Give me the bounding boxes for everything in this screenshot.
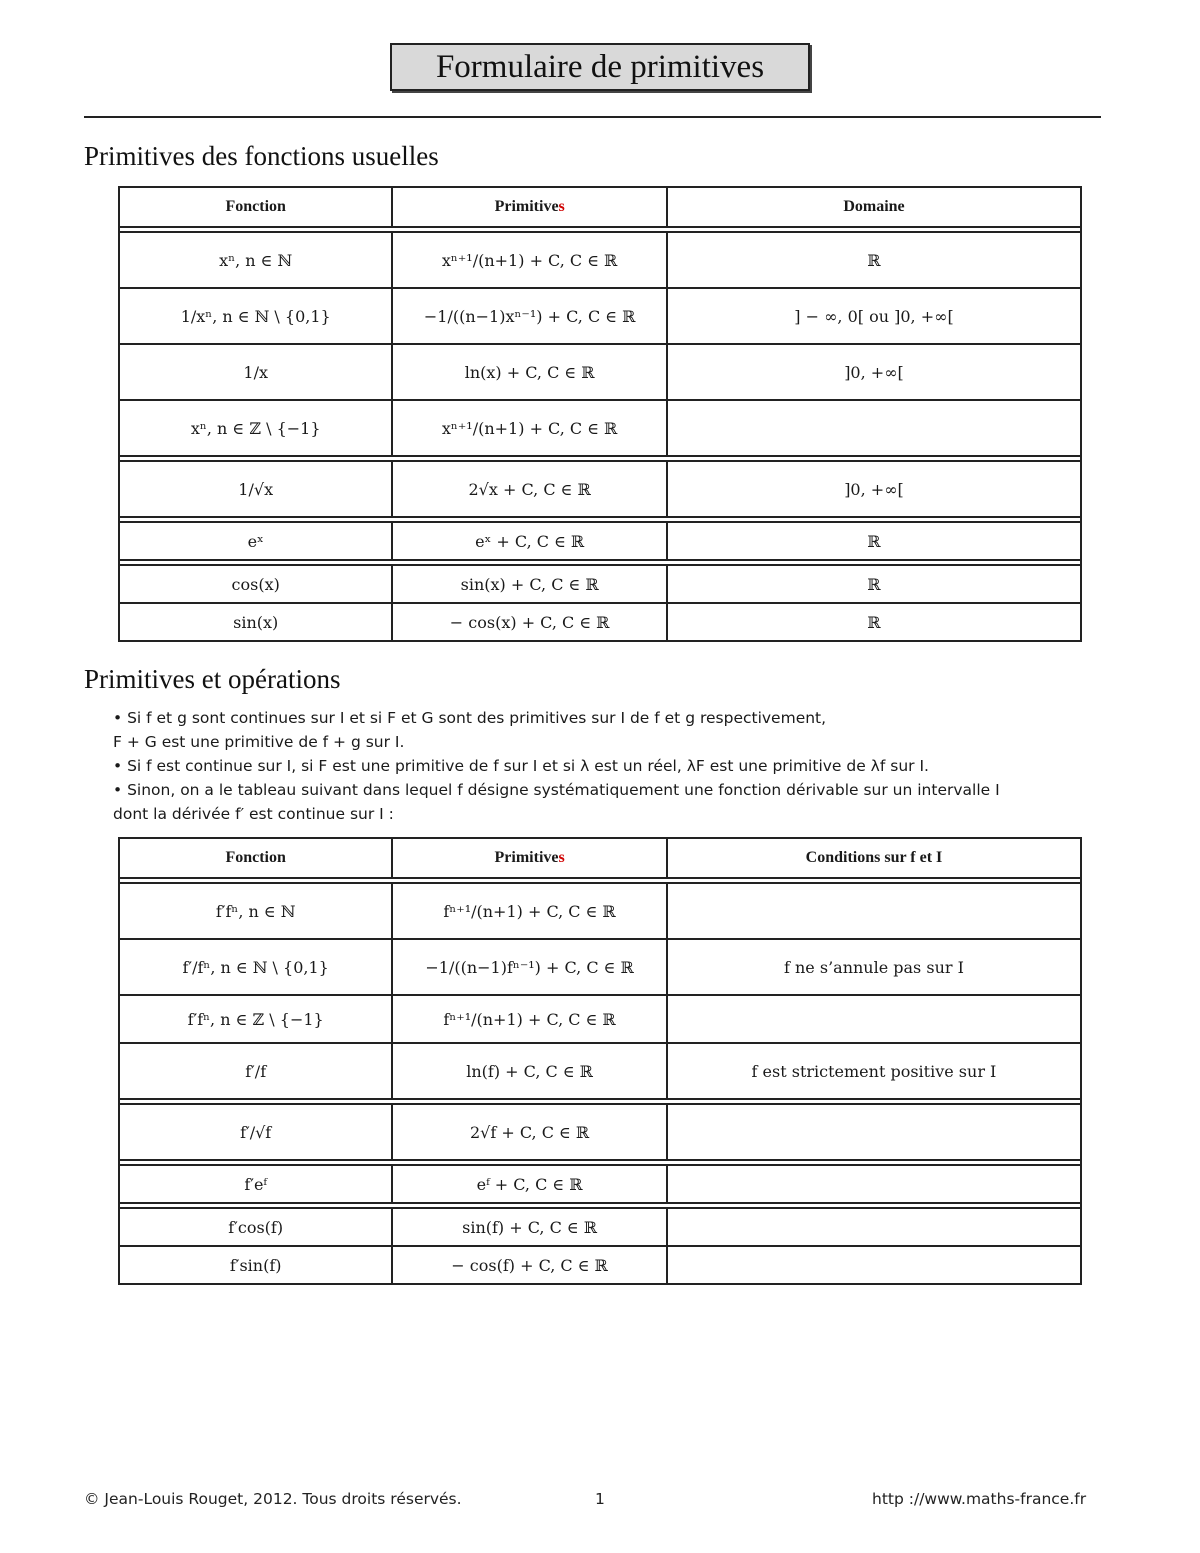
table-row <box>119 1208 1081 1246</box>
cell-domain: ]0, +∞[ <box>667 461 1081 517</box>
cell-domain: ℝ <box>667 232 1081 288</box>
note-line: • Sinon, on a le tableau suivant dans lequel f désigne systématiquement une fonction dérivable sur un intervalle I <box>113 781 1000 799</box>
cell-condition <box>667 1246 1081 1284</box>
section-heading-operations: Primitives et opérations <box>84 664 341 694</box>
cell-function: f′fⁿ, n ∈ ℕ <box>119 883 392 939</box>
cell-primitive: ln(x) + C, C ∈ ℝ <box>392 344 667 400</box>
note-line: • Si f et g sont continues sur I et si F et G sont des primitives sur I de f et g respectivement, <box>113 709 827 727</box>
table-row <box>119 232 1081 288</box>
cell-function: xⁿ, n ∈ ℕ <box>119 232 392 288</box>
note-line: dont la dérivée f′ est continue sur I : <box>113 805 394 823</box>
cell-condition: f est strictement positive sur I <box>667 1043 1081 1099</box>
page-title: Formulaire de primitives <box>390 43 810 91</box>
cell-primitive: fⁿ⁺¹/(n+1) + C, C ∈ ℝ <box>392 995 667 1043</box>
cell-domain: ℝ <box>667 565 1081 603</box>
cell-function: f′cos(f) <box>119 1208 392 1246</box>
cell-condition <box>667 1165 1081 1203</box>
cell-primitive: eᶠ + C, C ∈ ℝ <box>392 1165 667 1203</box>
cell-primitive: 2√f + C, C ∈ ℝ <box>392 1104 667 1160</box>
table-row <box>119 1104 1081 1160</box>
table-row <box>119 400 1081 456</box>
cell-function: f′fⁿ, n ∈ ℤ \ {−1} <box>119 995 392 1043</box>
cell-primitive: eˣ + C, C ∈ ℝ <box>392 522 667 560</box>
header-primitives: Primitives <box>392 838 667 878</box>
cell-condition <box>667 883 1081 939</box>
cell-function: 1/xⁿ, n ∈ ℕ \ {0,1} <box>119 288 392 344</box>
primitives-table-operations <box>118 837 1082 1285</box>
cell-primitive: xⁿ⁺¹/(n+1) + C, C ∈ ℝ <box>392 400 667 456</box>
cell-domain <box>667 400 1081 456</box>
header-conditions: Conditions sur f et I <box>667 838 1081 878</box>
cell-primitive: −1/((n−1)xⁿ⁻¹) + C, C ∈ ℝ <box>392 288 667 344</box>
table-row <box>119 1165 1081 1203</box>
cell-condition <box>667 1104 1081 1160</box>
cell-function: f′/√f <box>119 1104 392 1160</box>
cell-function: f′sin(f) <box>119 1246 392 1284</box>
table-row <box>119 565 1081 603</box>
table-row <box>119 1246 1081 1284</box>
cell-primitive: sin(f) + C, C ∈ ℝ <box>392 1208 667 1246</box>
primitives-table-usual <box>118 186 1082 642</box>
table-row <box>119 344 1081 400</box>
cell-domain: ] − ∞, 0[ ou ]0, +∞[ <box>667 288 1081 344</box>
cell-function: f′eᶠ <box>119 1165 392 1203</box>
header-fonction: Fonction <box>119 838 392 878</box>
table-row <box>119 522 1081 560</box>
cell-condition <box>667 1208 1081 1246</box>
footer-page-number: 1 <box>595 1490 605 1508</box>
cell-primitive: 2√x + C, C ∈ ℝ <box>392 461 667 517</box>
header-domaine: Domaine <box>667 187 1081 227</box>
cell-function: cos(x) <box>119 565 392 603</box>
cell-function: f′/fⁿ, n ∈ ℕ \ {0,1} <box>119 939 392 995</box>
title-divider <box>84 116 1101 118</box>
cell-primitive: xⁿ⁺¹/(n+1) + C, C ∈ ℝ <box>392 232 667 288</box>
cell-primitive: fⁿ⁺¹/(n+1) + C, C ∈ ℝ <box>392 883 667 939</box>
cell-function: f′/f <box>119 1043 392 1099</box>
cell-function: 1/√x <box>119 461 392 517</box>
table-row <box>119 461 1081 517</box>
note-line: • Si f est continue sur I, si F est une primitive de f sur I et si λ est un réel, λF est une primitive de λf sur I. <box>113 757 929 775</box>
header-primitives: Primitives <box>392 187 667 227</box>
table-row <box>119 1043 1081 1099</box>
cell-condition <box>667 995 1081 1043</box>
section-heading-usual: Primitives des fonctions usuelles <box>84 141 439 171</box>
cell-primitive: −1/((n−1)fⁿ⁻¹) + C, C ∈ ℝ <box>392 939 667 995</box>
table-row <box>119 603 1081 641</box>
header-fonction: Fonction <box>119 187 392 227</box>
cell-primitive: − cos(x) + C, C ∈ ℝ <box>392 603 667 641</box>
cell-function: xⁿ, n ∈ ℤ \ {−1} <box>119 400 392 456</box>
table-row <box>119 995 1081 1043</box>
table-row <box>119 288 1081 344</box>
cell-function: 1/x <box>119 344 392 400</box>
cell-primitive: − cos(f) + C, C ∈ ℝ <box>392 1246 667 1284</box>
table-row <box>119 883 1081 939</box>
cell-domain: ℝ <box>667 603 1081 641</box>
operations-notes <box>113 706 1103 826</box>
cell-function: eˣ <box>119 522 392 560</box>
footer-copyright: © Jean-Louis Rouget, 2012. Tous droits réservés. <box>84 1490 462 1508</box>
table-header-row <box>119 838 1081 878</box>
cell-primitive: sin(x) + C, C ∈ ℝ <box>392 565 667 603</box>
cell-condition: f ne s’annule pas sur I <box>667 939 1081 995</box>
table-header-row <box>119 187 1081 227</box>
cell-domain: ]0, +∞[ <box>667 344 1081 400</box>
cell-domain: ℝ <box>667 522 1081 560</box>
note-line: F + G est une primitive de f + g sur I. <box>113 733 405 751</box>
table-row <box>119 939 1081 995</box>
cell-function: sin(x) <box>119 603 392 641</box>
footer-url-link[interactable]: http ://www.maths-france.fr <box>872 1490 1087 1508</box>
cell-primitive: ln(f) + C, C ∈ ℝ <box>392 1043 667 1099</box>
